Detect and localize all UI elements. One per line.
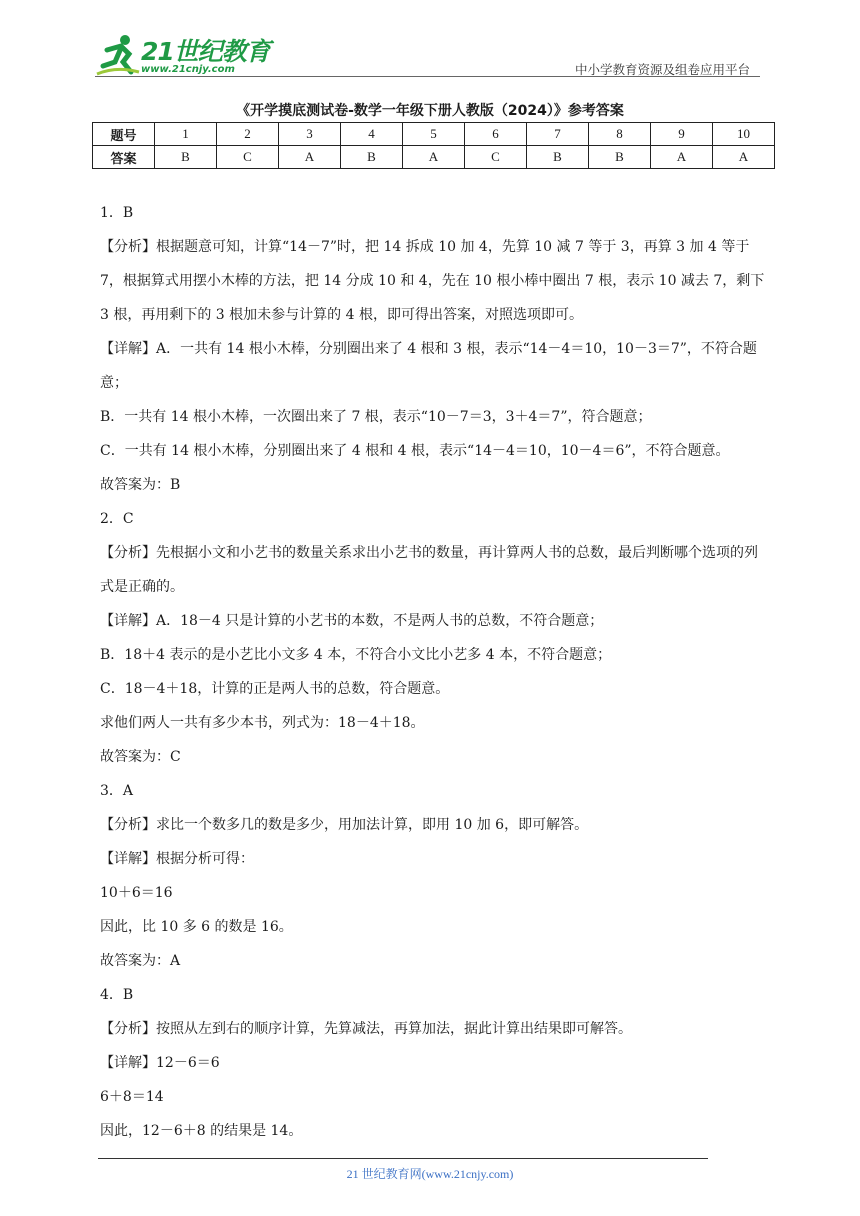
question-number: 2 [217, 123, 279, 146]
answer-heading: 1．B [100, 205, 134, 221]
row-label-number: 题号 [93, 123, 155, 146]
question-number: 9 [651, 123, 713, 146]
question-number: 1 [155, 123, 217, 146]
answer-cell: B [527, 146, 589, 169]
question-number: 6 [465, 123, 527, 146]
equation-line: 6＋8＝14 [100, 1089, 164, 1105]
analysis-paragraph: 【分析】求比一个数多几的数是多少，用加法计算，即用 10 加 6，即可解答。 [100, 817, 589, 833]
footer-divider [98, 1158, 708, 1159]
detail-paragraph: 【详解】12－6＝6 [100, 1055, 220, 1071]
question-number: 10 [713, 123, 775, 146]
answer-cell: C [217, 146, 279, 169]
answer-cell: C [465, 146, 527, 169]
runner-logo-icon [95, 32, 141, 78]
page-header [95, 30, 760, 80]
answer-table [92, 122, 775, 169]
analysis-paragraph: 【分析】按照从左到右的顺序计算，先算减法，再算加法，据此计算出结果即可解答。 [100, 1021, 632, 1037]
detail-line: 求他们两人一共有多少本书，列式为：18－4＋18。 [100, 715, 425, 731]
question-number: 3 [279, 123, 341, 146]
conclusion-line: 故答案为：B [100, 477, 181, 493]
answer-cell: A [651, 146, 713, 169]
question-number: 7 [527, 123, 589, 146]
row-label-answer: 答案 [93, 146, 155, 169]
solution-content [100, 196, 769, 1148]
logo-text: 21世纪教育 [141, 37, 270, 66]
site-logo [95, 30, 270, 80]
analysis-paragraph: 【分析】先根据小文和小艺书的数量关系求出小艺书的数量，再计算两人书的总数，最后判断哪个选项的列式是正确的。 [100, 545, 758, 595]
detail-paragraph: 【详解】A．18－4 只是计算的小艺书的本数，不是两人书的总数，不符合题意； [100, 613, 604, 629]
detail-paragraph: 【详解】根据分析可得： [100, 851, 254, 867]
answer-cell: B [341, 146, 403, 169]
answer-heading: 4．B [100, 987, 134, 1003]
detail-line: C．18－4＋18，计算的正是两人书的总数，符合题意。 [100, 681, 450, 697]
detail-line: 因此，比 10 多 6 的数是 16。 [100, 919, 293, 935]
question-number-row [93, 123, 775, 146]
conclusion-line: 故答案为：C [100, 749, 181, 765]
platform-label: 中小学教育资源及组卷应用平台 [574, 62, 750, 77]
detail-line: 因此，12－6＋8 的结果是 14。 [100, 1123, 303, 1139]
answer-cell: B [589, 146, 651, 169]
conclusion-line: 故答案为：A [100, 953, 181, 969]
answer-heading: 2．C [100, 511, 134, 527]
answer-cell: B [155, 146, 217, 169]
detail-line: B．一共有 14 根小木棒，一次圈出来了 7 根，表示“10－7＝3，3＋4＝7”，符合题意； [100, 409, 652, 425]
question-number: 5 [403, 123, 465, 146]
answer-row [93, 146, 775, 169]
answer-cell: A [279, 146, 341, 169]
footer-link[interactable]: 21 世纪教育网(www.21cnjy.com) [346, 1167, 514, 1181]
answer-cell: A [713, 146, 775, 169]
answer-heading: 3．A [100, 783, 134, 799]
equation-line: 10＋6＝16 [100, 885, 173, 901]
header-divider [95, 76, 760, 77]
detail-line: C．一共有 14 根小木棒，分别圈出来了 4 根和 4 根，表示“14－4＝10，10－4＝6”，不符合题意。 [100, 443, 730, 459]
detail-paragraph: 【详解】A．一共有 14 根小木棒，分别圈出来了 4 根和 3 根，表示“14－4＝10，10－3＝7”，不符合题意； [100, 341, 757, 391]
analysis-paragraph: 【分析】根据题意可知，计算“14－7”时，把 14 拆成 10 加 4，先算 10 减 7 等于 3，再算 3 加 4 等于 7，根据算式用摆小木棒的方法，把 14 分成 10 和 4，先在 10 根小棒中圈出 7 根，表示 10 减去 7，剩下 3 根，再用剩下的 3 根加未参与计算的 4 根，即可得出答案，对照选项即可。 [100, 239, 769, 323]
page-title: 《开学摸底测试卷-数学一年级下册人教版（2024）》参考答案 [236, 103, 624, 119]
question-number: 4 [341, 123, 403, 146]
detail-line: B．18＋4 表示的是小艺比小文多 4 本，不符合小文比小艺多 4 本，不符合题意； [100, 647, 612, 663]
question-number: 8 [589, 123, 651, 146]
answer-cell: A [403, 146, 465, 169]
logo-url: www.21cnjy.com [141, 64, 235, 75]
